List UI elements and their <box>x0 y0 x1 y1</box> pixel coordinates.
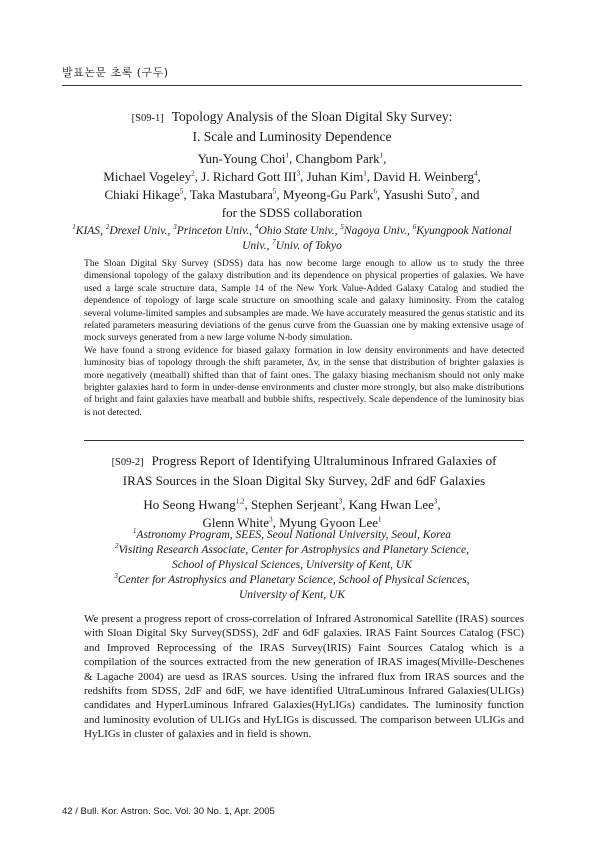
paper1-code: [S09-1] <box>131 113 164 124</box>
paper2-authors: Ho Seong Hwang$^{1,2}$, Stephen Serjeant$^3$, Kang Hwan Lee$^3$, Glenn White$^3$, Myung Gyoon Lee$^1$ <box>143 497 441 530</box>
section-divider <box>84 440 524 441</box>
paper1-abstract-p1: The Sloan Digital Sky Survey (SDSS) data has now become large enough to allow us to study the three dimensional topology of the galaxy distribution and its dependence on physical properties of galaxies. We have used a large scale structure data, Sample 14 of the New York Value-Added Galaxy Catalog and studied the dependence of topology of large scale structure on smoothing scale and galaxy luminosity. From the catalog several volume-limited samples and subsamples are made. We have accurately measured the genus statistic and its related parameters measuring deviations of the genus curve from the Guassian one by making extensive usage of mock surveys generated from a new large volume N-body simulation. <box>84 258 524 344</box>
author: Stephen Serjeant <box>251 497 339 512</box>
author: Changbom Park <box>295 151 380 166</box>
paper2-affiliations: $^1$Astronomy Program, SEES, Seoul National University, Seoul, Korea $^2$Visiting Research Associate, Center for Astrophysics and Planetary Science, School of Physical Sciences, University of Kent, UK $^3$Center for Astrophysics and Planetary Science, School of Physical Sciences, University of Kent, UK <box>114 527 470 601</box>
paper2-abstract-text: We present a progress report of cross-correlation of Infrared Astronomical Satellite (IRAS) sources with Sloan Digital Sky Survey(SDSS), 2dF and 6dF galaxies. IRAS Faint Sources Catalog (FSC) and Improved Reprocessing of the IRAS Survey(IRIS) Faint Sources Catalog which is a compilation of the sources extracted from the new generation of IRAS images(Miville-Deschenes & Lagache 2004) are uesd as IRAS sources. Using the infrared flux from IRAS sources and the redshifts from SDSS, 2dF and 6dF, we have identified UltraLuminous Infrared Galaxies(ULIGs) candidates and HyperLuminous Infrared Galaxies(HyLIGs) candidates. The luminosity function and luminosity evolution of ULIGs and HyLIGs is discussed. The comparison between ULIGs and HyLIGs in cluster of galaxies and in field is shown. <box>84 613 524 741</box>
author: Myung Gyoon Lee <box>279 515 378 530</box>
author: Yun-Young Choi <box>197 151 286 166</box>
author: Chiaki Hikage <box>104 187 180 202</box>
paper1-authors: Yun-Young Choi$^1$, Changbom Park$^1$, Michael Vogeley$^2$, J. Richard Gott III$^3$, Juhan Kim$^1$, David H. Weinberg$^4$, Chiaki Hikage$^5$, Taka Mastubara$^5$, Myeong-Gu Park$^6$, Yasushi Suto$^7$, and for the SDSS collaboration <box>103 151 481 220</box>
paper1-title-line2: I. Scale and Luminosity Dependence <box>192 129 392 144</box>
author: Kang Hwan Lee <box>348 497 434 512</box>
page-footer: 42 / Bull. Kor. Astron. Soc. Vol. 30 No. 1, Apr. 2005 <box>62 806 275 817</box>
paper1-abstract <box>84 258 524 419</box>
paper1-affiliations: $^1$KIAS, $^2$Drexel Univ., $^3$Princeton Univ., $^4$Ohio State Univ., $^5$Nagoya Univ., $^6$Kyungpook National Univ., $^7$Univ. of Tokyo <box>72 223 512 252</box>
header-rule <box>62 85 522 86</box>
paper1-abstract-p2: We have found a strong evidence for biased galaxy formation in low density environments and have detected luminosity bias of topology through the shift parameter, Δv, in the sense that distribution of brighter galaxies is more negatively (meatball) shifted than that of faint ones. The galaxy biasing mechanism should not only make brighter galaxies hard to form in under-dense environments and cluster more strongly, but also make distributions of bright and faint galaxies have meatball and bubble shifts, respectively. Scale dependence of the luminosity bias is not detected. <box>84 344 524 418</box>
author: Michael Vogeley <box>103 169 192 184</box>
author: Taka Mastubara <box>189 187 273 202</box>
paper1-collab: for the SDSS collaboration <box>221 205 363 220</box>
paper1-title-line1: Topology Analysis of the Sloan Digital Sky Survey: <box>171 109 453 124</box>
author: Glenn White <box>202 515 270 530</box>
paper2-title-line1: Progress Report of Identifying Ultraluminous Infrared Galaxies of <box>151 453 497 468</box>
paper2-code: [S09-2] <box>111 457 144 468</box>
author: David H. Weinberg <box>373 169 474 184</box>
paper1-title <box>62 108 522 146</box>
author: Juhan Kim <box>306 169 364 184</box>
section-header: 발표논문 초록 (구두) <box>62 66 169 79</box>
author: J. Richard Gott III <box>201 169 297 184</box>
author: Myeong-Gu Park <box>282 187 374 202</box>
author: Ho Seong Hwang <box>143 497 236 512</box>
author: Yasushi Suto <box>383 187 451 202</box>
paper2-title-line2: IRAS Sources in the Sloan Digital Sky Survey, 2dF and 6dF Galaxies <box>122 473 486 488</box>
paper2-title <box>84 452 524 490</box>
paper2-abstract <box>84 612 524 742</box>
